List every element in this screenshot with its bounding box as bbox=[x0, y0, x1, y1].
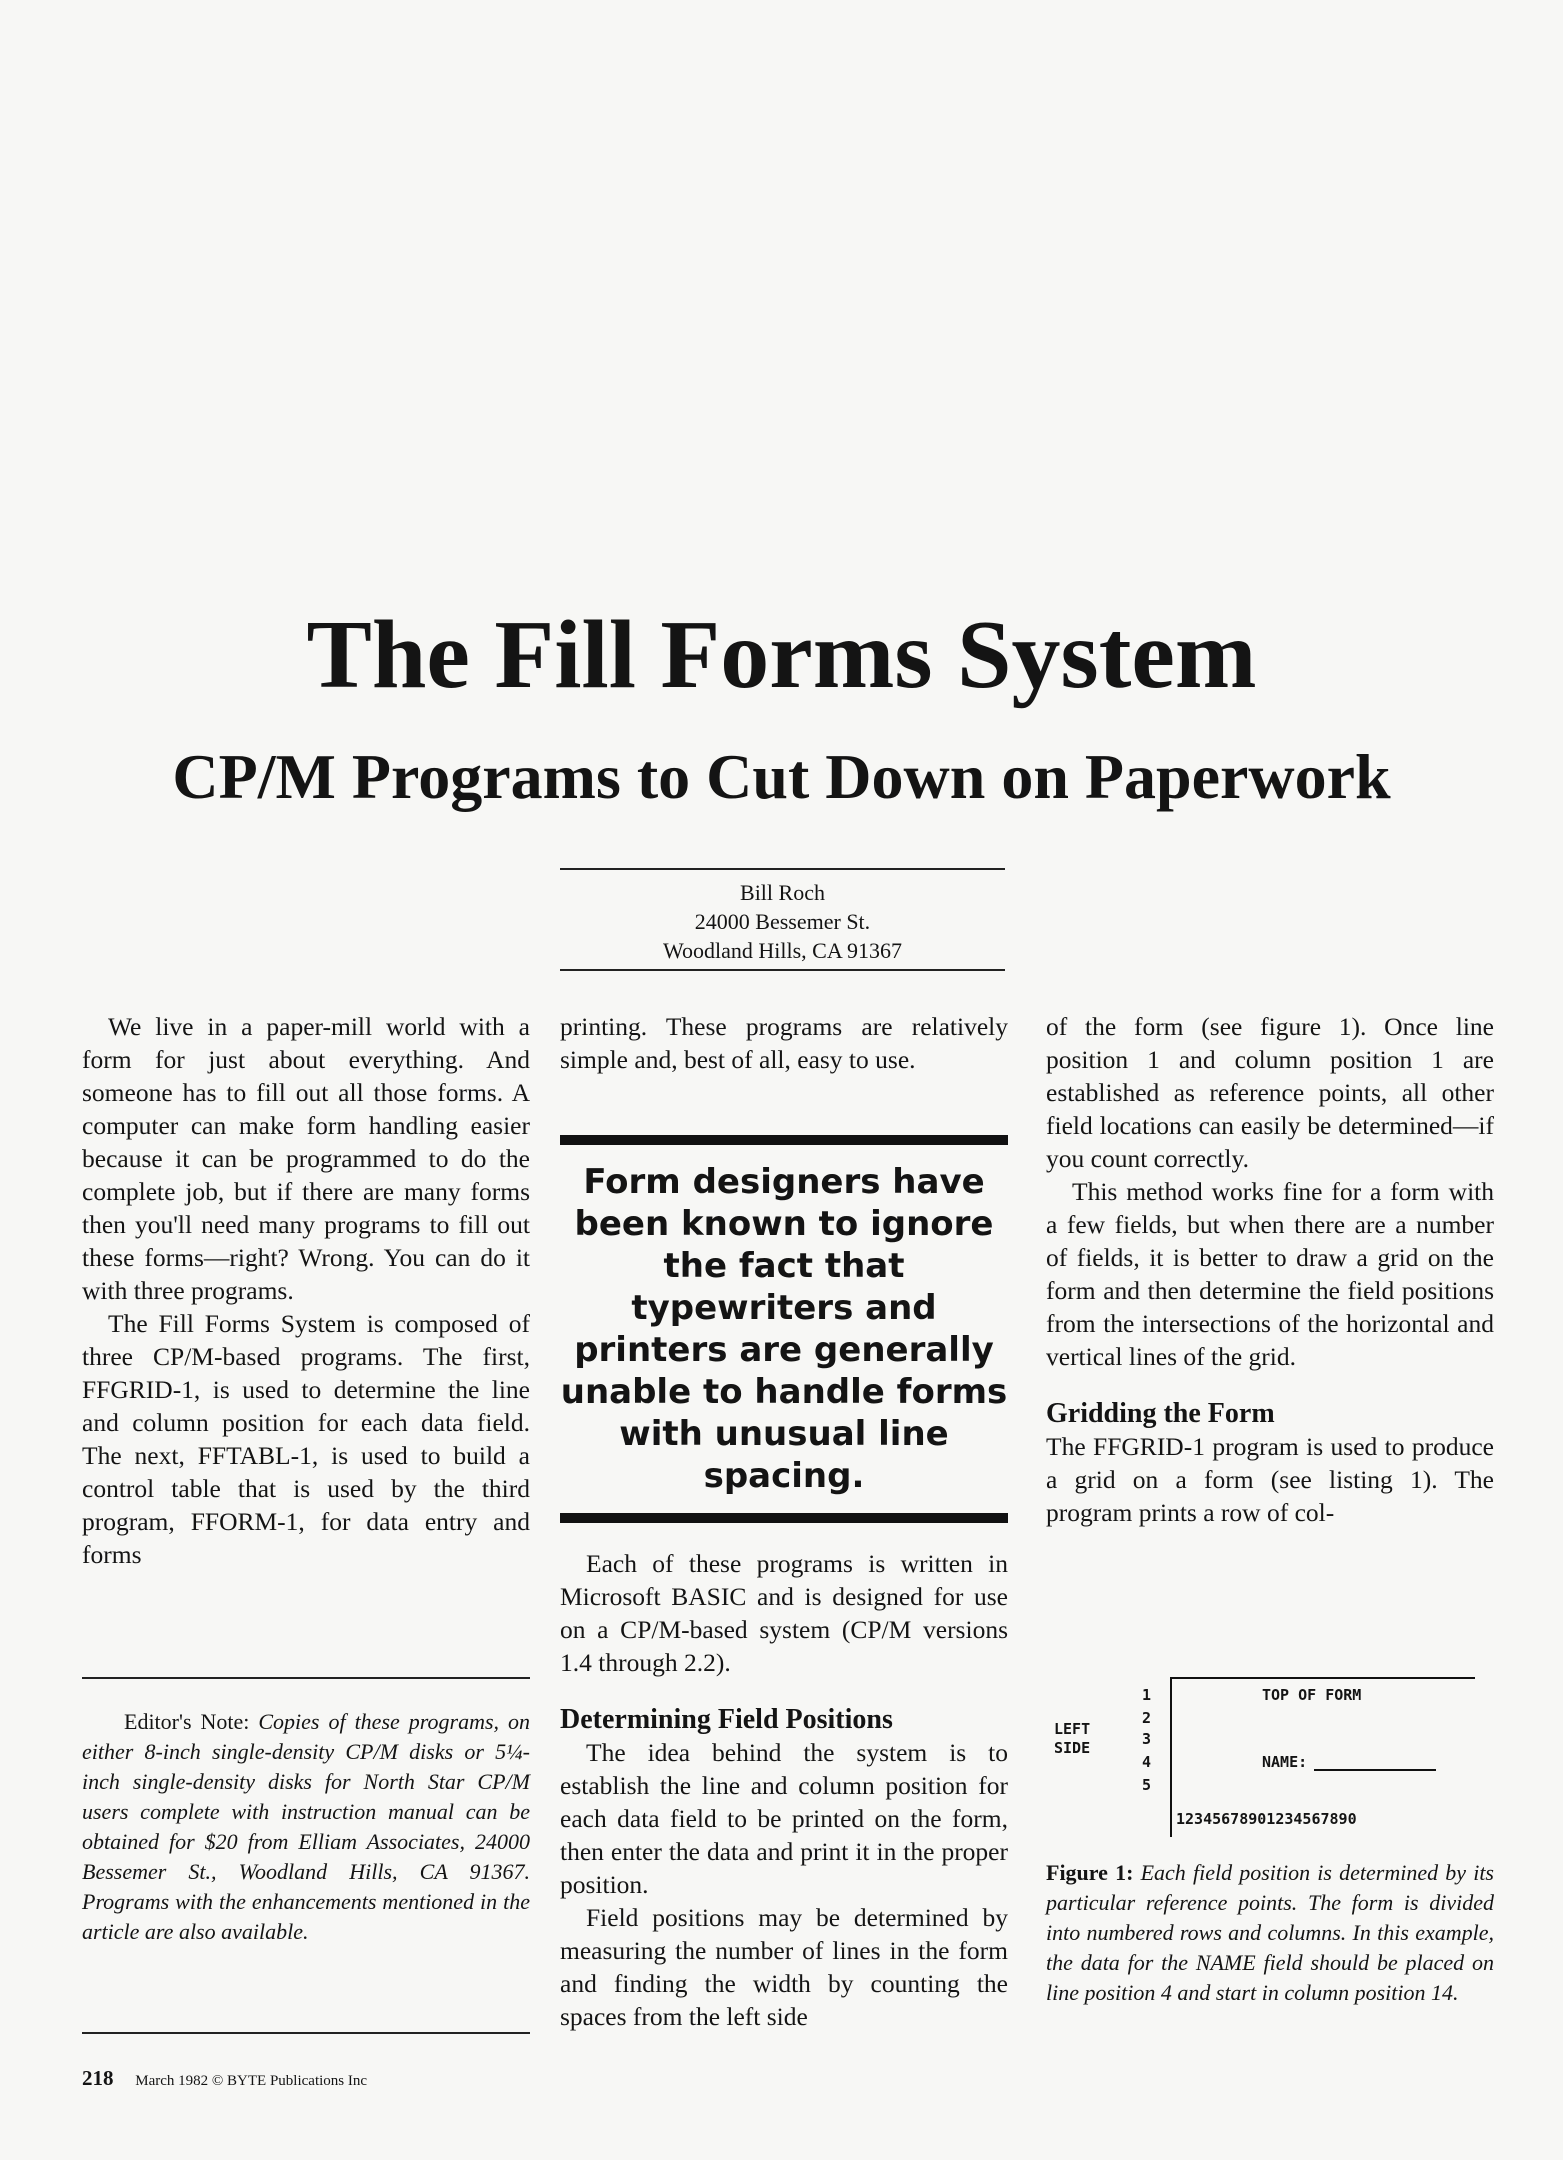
pull-quote-top-bar bbox=[560, 1135, 1008, 1145]
figure-name-label: NAME: bbox=[1262, 1753, 1308, 1771]
article-subtitle: CP/M Programs to Cut Down on Paperwork bbox=[172, 741, 1391, 812]
figure-left-label-1: LEFT bbox=[1054, 1720, 1091, 1738]
column2-paragraph-1: printing. These programs are relatively simple and, best of all, easy to use. bbox=[560, 1012, 1008, 1074]
editors-note-label: Editor's Note: bbox=[124, 1709, 250, 1734]
author-city: Woodland Hills, CA 91367 bbox=[662, 938, 902, 963]
figure-line-number: 2 bbox=[1142, 1709, 1152, 1727]
figure-line-number: 5 bbox=[1142, 1776, 1152, 1794]
pull-quote bbox=[560, 1135, 1008, 1523]
column-3 bbox=[1046, 1010, 1494, 1529]
column-1 bbox=[82, 1010, 530, 1571]
figure-line-number: 3 bbox=[1142, 1730, 1152, 1748]
editors-note bbox=[82, 1707, 530, 1947]
column2-paragraph-2: Each of these programs is written in Microsoft BASIC and is designed for use on a CP/M-based system (CP/M versions 1.4 through 2.2). bbox=[560, 1549, 1008, 1677]
byline-top-rule bbox=[560, 868, 1005, 870]
author-name: Bill Roch bbox=[740, 880, 825, 905]
figure-left-edge bbox=[1170, 1677, 1172, 1837]
figure-left-label-2: SIDE bbox=[1054, 1739, 1091, 1757]
figure-caption-text: Each field position is determined by its particular reference points. The form is divided into numbered rows and columns. In this example, the data for the NAME field should be placed on line position 4 and start in column position 14. bbox=[1046, 1860, 1494, 2005]
pull-quote-bottom-bar bbox=[560, 1513, 1008, 1523]
figure-line-number: 1 bbox=[1142, 1686, 1152, 1704]
figure-line-number: 4 bbox=[1142, 1753, 1152, 1771]
column1-paragraph-2: The Fill Forms System is composed of three CP/M-based programs. The first, FFGRID-1, is used to determine the line and column position for each data field. The next, FFTABL-1, is used to build a control table that is used by the third program, FFORM-1, for data entry and forms bbox=[82, 1309, 530, 1569]
figure-name-underline bbox=[1314, 1769, 1436, 1771]
column1-paragraph-1: We live in a paper-mill world with a form for just about everything. And someone has to fill out all those forms. A computer can make form handling easier because it can be programmed to do the complete job, but if there are many forms then you'll need many programs to fill out these forms—right? Wrong. You can do it with three programs. bbox=[82, 1012, 530, 1305]
column2-heading: Determining Field Positions bbox=[560, 1704, 893, 1735]
column3-heading: Gridding the Form bbox=[1046, 1398, 1275, 1429]
article-title: The Fill Forms System bbox=[306, 601, 1257, 709]
figure-top-label: TOP OF FORM bbox=[1262, 1686, 1362, 1704]
figure-caption bbox=[1046, 1858, 1494, 2008]
author-street: 24000 Bessemer St. bbox=[694, 909, 871, 934]
byline-bottom-rule bbox=[560, 969, 1005, 971]
figure-top-edge bbox=[1170, 1677, 1475, 1679]
note-top-rule bbox=[82, 1677, 530, 1679]
column3-paragraph-3: The FFGRID-1 program is used to produce a grid on a form (see listing 1). The program prints a row of col- bbox=[1046, 1432, 1494, 1527]
footer-credit: March 1982 © BYTE Publications Inc bbox=[135, 2073, 368, 2089]
column3-paragraph-1: of the form (see figure 1). Once line position 1 and column position 1 are established as reference points, all other field locations can easily be determined—if you count correctly. bbox=[1046, 1012, 1494, 1173]
note-bottom-rule bbox=[82, 2032, 530, 2034]
column-2 bbox=[560, 1010, 1008, 1076]
editors-note-text: Copies of these programs, on either 8-inch single-density CP/M disks or 5¼-inch single-density disks for North Star CP/M users complete with instruction manual can be obtained for $20 from Elliam Associates, 24000 Bessemer St., Woodland Hills, CA 91367. Programs with the enhancements mentioned in the article are also available. bbox=[82, 1709, 530, 1944]
figure-column-ruler: 12345678901234567890 bbox=[1176, 1810, 1357, 1828]
figure-caption-label: Figure 1: bbox=[1046, 1860, 1134, 1885]
page-number: 218 bbox=[82, 2066, 114, 2090]
byline bbox=[560, 878, 1005, 965]
column2-paragraph-4: Field positions may be determined by measuring the number of lines in the form and finding the width by counting the spaces from the left side bbox=[560, 1903, 1008, 2031]
page-footer bbox=[82, 2066, 367, 2091]
column2-paragraph-3: The idea behind the system is to establish the line and column position for each data field to be printed on the form, then enter the data and print it in the proper position. bbox=[560, 1738, 1008, 1899]
figure-1 bbox=[1046, 1665, 1486, 1850]
column3-paragraph-2: This method works fine for a form with a few fields, but when there are a number of fields, it is better to draw a grid on the form and then determine the field positions from the intersections of the horizontal and vertical lines of the grid. bbox=[1046, 1177, 1494, 1371]
pull-quote-text: Form designers have been known to ignore the fact that typewriters and printers are generally unable to handle forms with unusual line spacing. bbox=[560, 1162, 1008, 1496]
column-2-continued bbox=[560, 1547, 1008, 2033]
